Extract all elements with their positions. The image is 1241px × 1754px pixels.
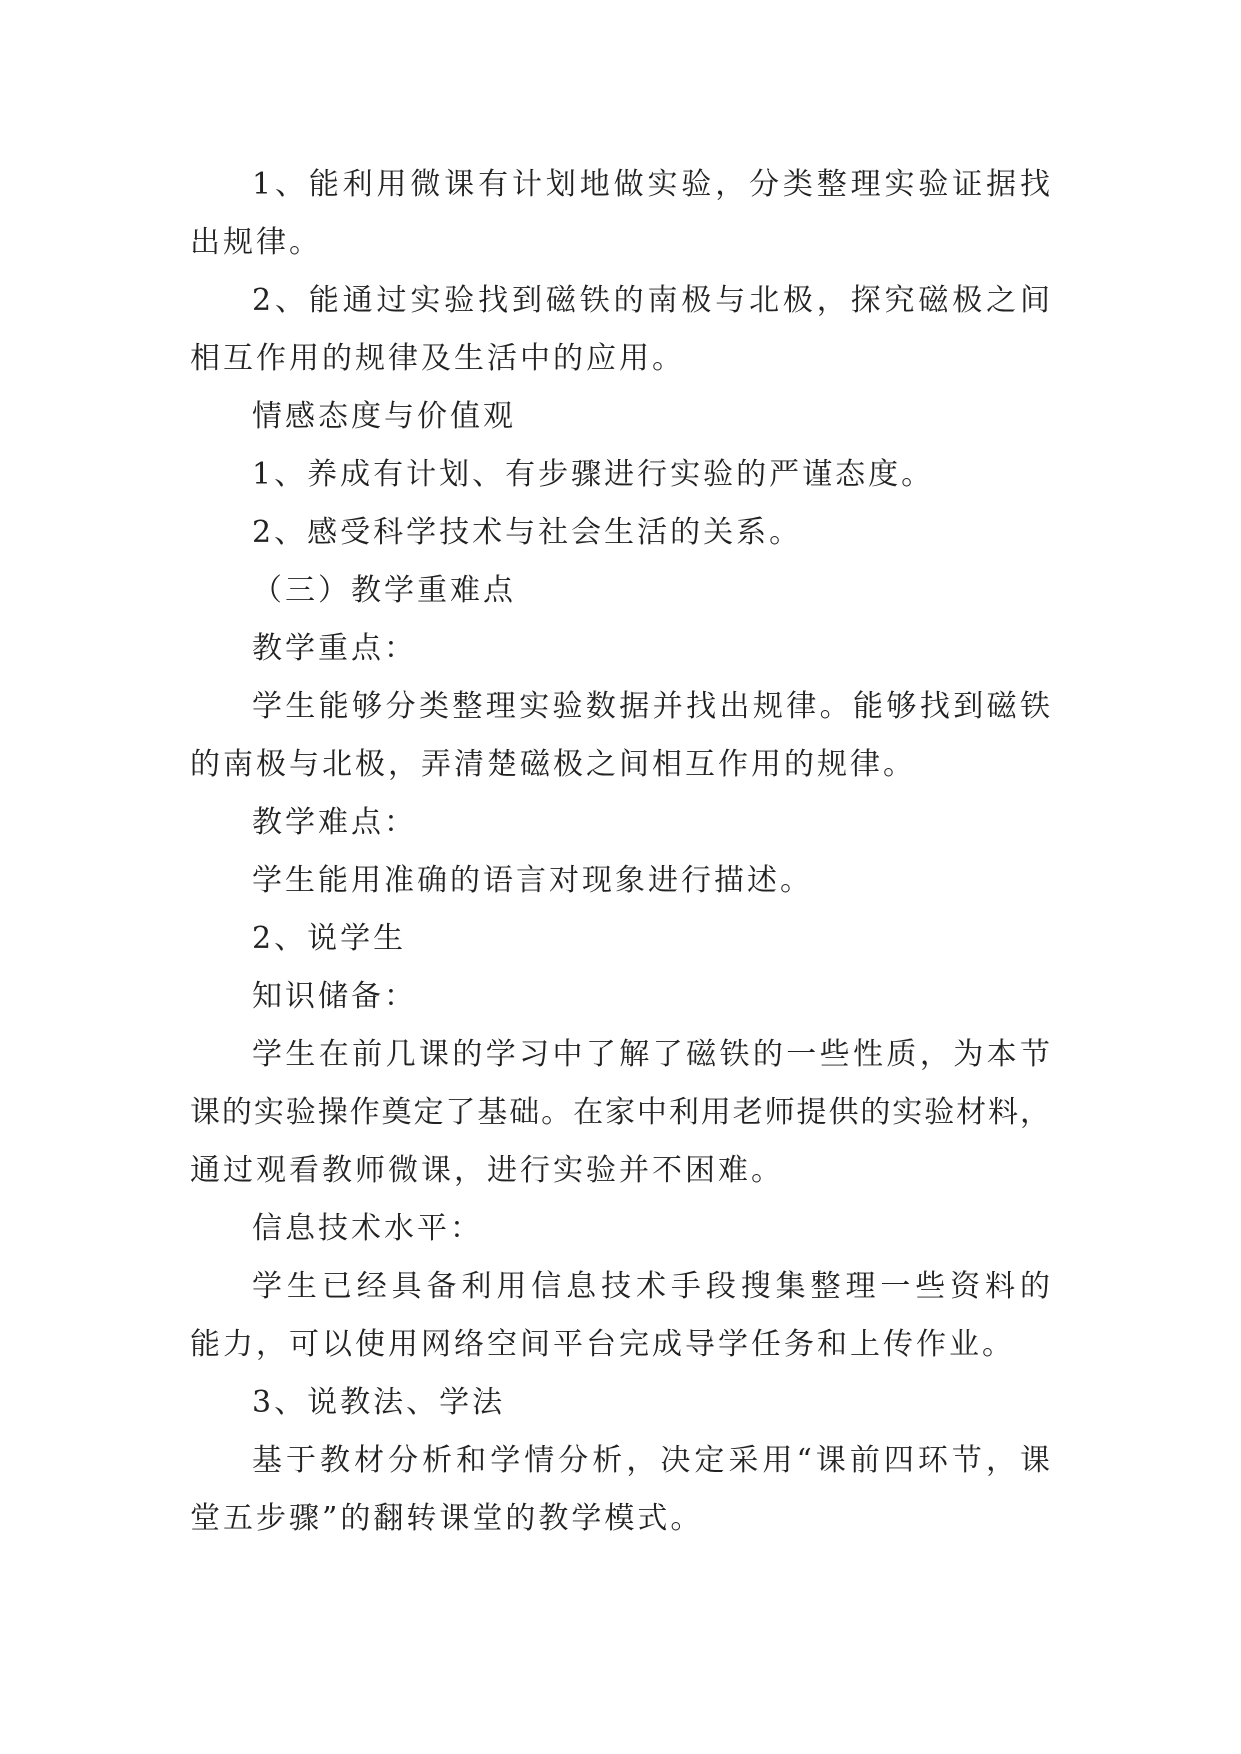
text-line: 相互作用的规律及生活中的应用。: [190, 341, 685, 376]
text-line: 教学难点：: [252, 805, 417, 840]
text-line: 出规律。: [190, 225, 322, 260]
paragraph: [190, 620, 1050, 678]
paragraph: [190, 446, 1050, 504]
text-line: 1、养成有计划、有步骤进行实验的严谨态度。: [252, 457, 935, 492]
text-line: 信息技术水平：: [252, 1211, 483, 1246]
text-line: 1、能利用微课有计划地做实验，分类整理实验证据找: [252, 167, 1050, 202]
paragraph: [190, 388, 1050, 446]
text-line: （三）教学重难点: [252, 573, 516, 608]
paragraph: [190, 156, 1050, 272]
paragraph: [190, 678, 1050, 794]
text-line: 2、说学生: [252, 921, 407, 956]
paragraph: [190, 1200, 1050, 1258]
paragraph: [190, 910, 1050, 968]
text-line: 情感态度与价值观: [252, 399, 516, 434]
paragraph: [190, 504, 1050, 562]
text-line: 学生已经具备利用信息技术手段搜集整理一些资料的: [252, 1269, 1050, 1304]
paragraph: [190, 1026, 1050, 1200]
text-line: 学生能够分类整理实验数据并找出规律。能够找到磁铁: [252, 689, 1050, 724]
paragraph: [190, 272, 1050, 388]
text-line: 学生在前几课的学习中了解了磁铁的一些性质，为本节: [252, 1037, 1050, 1072]
text-line: 知识储备：: [252, 979, 417, 1014]
paragraph: [190, 852, 1050, 910]
text-line: 基于教材分析和学情分析，决定采用“课前四环节，课: [252, 1443, 1050, 1478]
text-line: 教学重点：: [252, 631, 417, 666]
text-line: 的南极与北极，弄清楚磁极之间相互作用的规律。: [190, 747, 916, 782]
text-line: 通过观看教师微课，进行实验并不困难。: [190, 1153, 784, 1188]
paragraph: [190, 1432, 1050, 1548]
paragraph: [190, 562, 1050, 620]
text-line: 课的实验操作奠定了基础。在家中利用老师提供的实验材料，: [190, 1095, 1050, 1130]
text-line: 2、能通过实验找到磁铁的南极与北极，探究磁极之间: [252, 283, 1050, 318]
paragraph: [190, 794, 1050, 852]
paragraph: [190, 968, 1050, 1026]
text-line: 2、感受科学技术与社会生活的关系。: [252, 515, 803, 550]
paragraph: [190, 1258, 1050, 1374]
text-line: 3、说教法、学法: [252, 1385, 506, 1420]
document-body: [190, 156, 1050, 1548]
text-line: 堂五步骤”的翻转课堂的教学模式。: [190, 1501, 704, 1536]
text-line: 能力，可以使用网络空间平台完成导学任务和上传作业。: [190, 1327, 1015, 1362]
paragraph: [190, 1374, 1050, 1432]
text-line: 学生能用准确的语言对现象进行描述。: [252, 863, 813, 898]
